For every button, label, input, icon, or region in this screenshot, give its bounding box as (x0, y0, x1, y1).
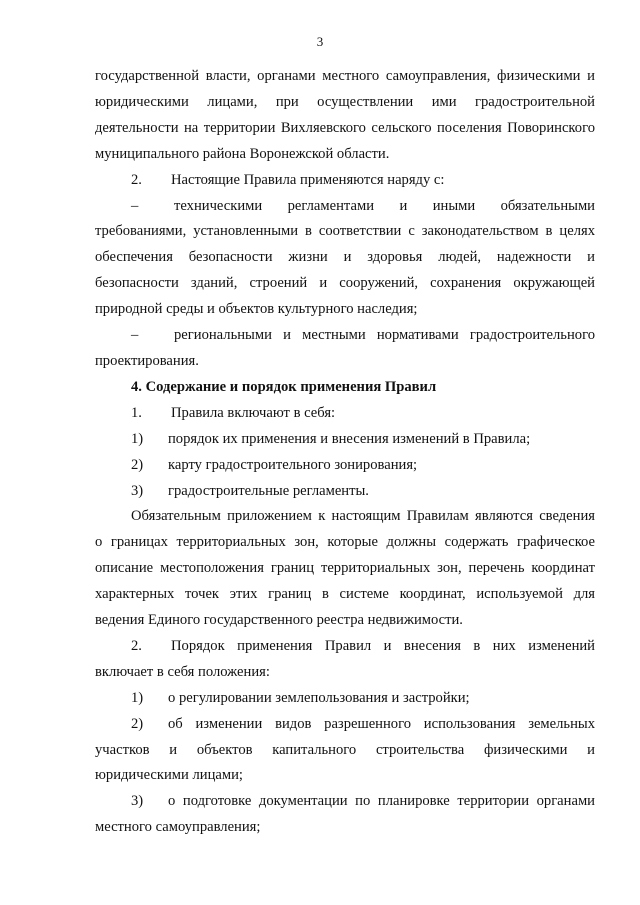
text-line (95, 712, 595, 738)
line-text: требованиями, установленными в соответствии с законодательством в целях (95, 223, 595, 240)
item-number: 2. (131, 637, 142, 654)
line-text: включает в себя положения: (95, 663, 270, 680)
text-line (95, 556, 595, 582)
line-text: Порядок применения Правил и внесения в них изменений (171, 637, 595, 654)
line-text: Обязательным приложением к настоящим Правилам являются сведения (131, 508, 595, 525)
text-line (95, 763, 595, 789)
line-text: юридическими лицами; (95, 767, 243, 784)
line-text: о подготовке документации по планировке территории органами (168, 793, 595, 810)
line-text: безопасности зданий, строений и сооружений, сохранения окружающей (95, 275, 595, 292)
text-line (95, 789, 595, 815)
text-line (95, 504, 595, 530)
line-text: проектирования. (95, 352, 199, 369)
page-number: 3 (316, 34, 324, 49)
text-line (95, 686, 595, 712)
line-text: градостроительные регламенты. (168, 482, 369, 499)
line-text: Правила включают в себя: (171, 404, 336, 421)
text-line (95, 427, 595, 453)
line-text: Настоящие Правила применяются наряду с: (171, 171, 445, 188)
text-line (95, 608, 595, 634)
document-body (95, 64, 595, 841)
item-number: 2) (131, 715, 144, 732)
list-dash: – (131, 327, 139, 344)
item-number: 3) (131, 793, 144, 810)
line-text: техническими регламентами и иными обязательными (174, 197, 595, 214)
line-text: региональными и местными нормативами градостроительного (174, 327, 595, 344)
text-line (95, 194, 595, 220)
text-line (95, 142, 595, 168)
text-line (95, 297, 595, 323)
line-text: карту градостроительного зонирования; (168, 456, 418, 473)
line-text: о регулировании землепользования и застройки; (168, 689, 470, 706)
text-line (95, 401, 595, 427)
text-line (95, 168, 595, 194)
section-heading: 4. Содержание и порядок применения Правил (131, 378, 437, 395)
line-text: о границах территориальных зон, которые должны содержать графическое (95, 534, 595, 551)
item-number: 2. (131, 171, 142, 188)
text-line (95, 660, 595, 686)
paragraph-indent (95, 504, 131, 530)
text-line (95, 815, 595, 841)
text-line (95, 271, 595, 297)
line-text: об изменении видов разрешенного использования земельных (168, 715, 595, 732)
line-text: участков и объектов капитального строительства физическими и (95, 741, 595, 758)
line-text: деятельности на территории Вихляевского сельского поселения Поворинского (95, 119, 595, 136)
line-text: природной среды и объектов культурного наследия; (95, 301, 418, 318)
text-line (95, 479, 595, 505)
text-line (95, 323, 595, 349)
line-text: описание местоположения границ территориальных зон, перечень координат (95, 560, 595, 577)
text-line (95, 219, 595, 245)
line-text: юридическими лицами, при осуществлении ими градостроительной (95, 93, 595, 110)
item-number: 1. (131, 404, 142, 421)
text-line (95, 64, 595, 90)
line-text: характерных точек этих границ в системе координат, используемой для (95, 586, 595, 603)
line-text: местного самоуправления; (95, 819, 261, 836)
line-text: ведения Единого государственного реестра недвижимости. (95, 612, 463, 629)
item-number: 3) (131, 482, 144, 499)
text-line (95, 582, 595, 608)
line-text: муниципального района Воронежской области. (95, 145, 390, 162)
text-line (95, 634, 595, 660)
text-line (95, 530, 595, 556)
item-number: 1) (131, 689, 144, 706)
text-line (95, 349, 595, 375)
text-line (95, 116, 595, 142)
text-line (95, 453, 595, 479)
text-line (95, 738, 595, 764)
item-number: 2) (131, 456, 144, 473)
item-number: 1) (131, 430, 144, 447)
line-text: обеспечения безопасности жизни и здоровья людей, надежности и (95, 249, 595, 266)
list-dash: – (131, 197, 139, 214)
line-text: государственной власти, органами местного самоуправления, физическими и (95, 68, 595, 84)
text-line (95, 245, 595, 271)
line-text: порядок их применения и внесения изменений в Правила; (168, 430, 531, 447)
text-line (95, 90, 595, 116)
